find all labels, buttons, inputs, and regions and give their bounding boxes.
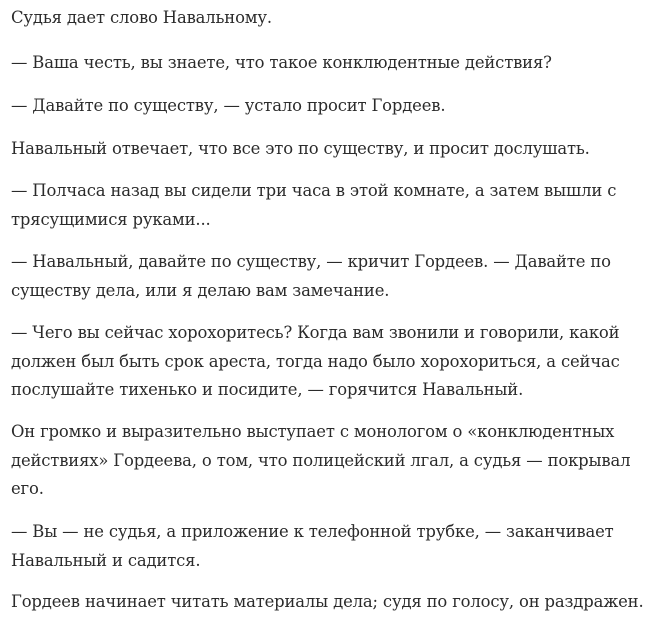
text-line: Навальный отвечает, что все это по существу, и просит дослушать. bbox=[11, 139, 590, 158]
text-line: послушайте тихенько и посидите, — горячится Навальный. bbox=[11, 380, 524, 399]
text-line: — Вы — не судья, а приложение к телефонной трубке, — заканчивает bbox=[11, 522, 614, 541]
paragraph-3 bbox=[11, 92, 651, 121]
text-line: существу дела, или я делаю вам замечание. bbox=[11, 280, 390, 300]
paragraph-1 bbox=[11, 4, 651, 33]
text-line: — Полчаса назад вы сидели три часа в этой комнате, а затем вышли с bbox=[11, 181, 617, 200]
text-line: — Давайте по существу, — устало просит Гордеев. bbox=[11, 96, 446, 115]
text-line: действиях» Гордеева, о том, что полицейский лгал, а судья — покрывал bbox=[11, 450, 631, 470]
text-line: Он громко и выразительно выступает с монологом о «конклюдентных bbox=[11, 422, 615, 441]
paragraph-8 bbox=[11, 418, 651, 504]
paragraph-4 bbox=[11, 135, 651, 164]
paragraph-5 bbox=[11, 177, 651, 234]
text-line: — Ваша честь, вы знаете, что такое конклюдентные действия? bbox=[11, 53, 552, 72]
text-line: Судья дает слово Навальному. bbox=[11, 8, 272, 27]
text-line: — Чего вы сейчас хорохоритесь? Когда вам звонили и говорили, какой bbox=[11, 323, 620, 342]
text-line: Навальный и садится. bbox=[11, 550, 201, 570]
text-line: его. bbox=[11, 479, 44, 498]
text-line: Гордеев начинает читать материалы дела; судя по голосу, он раздражен. bbox=[11, 592, 644, 611]
paragraph-6 bbox=[11, 248, 651, 305]
text-line: должен был быть срок ареста, тогда надо было хорохориться, а сейчас bbox=[11, 351, 620, 371]
paragraph-7 bbox=[11, 319, 651, 405]
text-line: — Навальный, давайте по существу, — кричит Гордеев. — Давайте по bbox=[11, 252, 611, 271]
paragraph-10 bbox=[11, 588, 656, 617]
text-line: трясущимися руками... bbox=[11, 209, 211, 229]
paragraph-2 bbox=[11, 49, 651, 78]
paragraph-9 bbox=[11, 518, 651, 575]
